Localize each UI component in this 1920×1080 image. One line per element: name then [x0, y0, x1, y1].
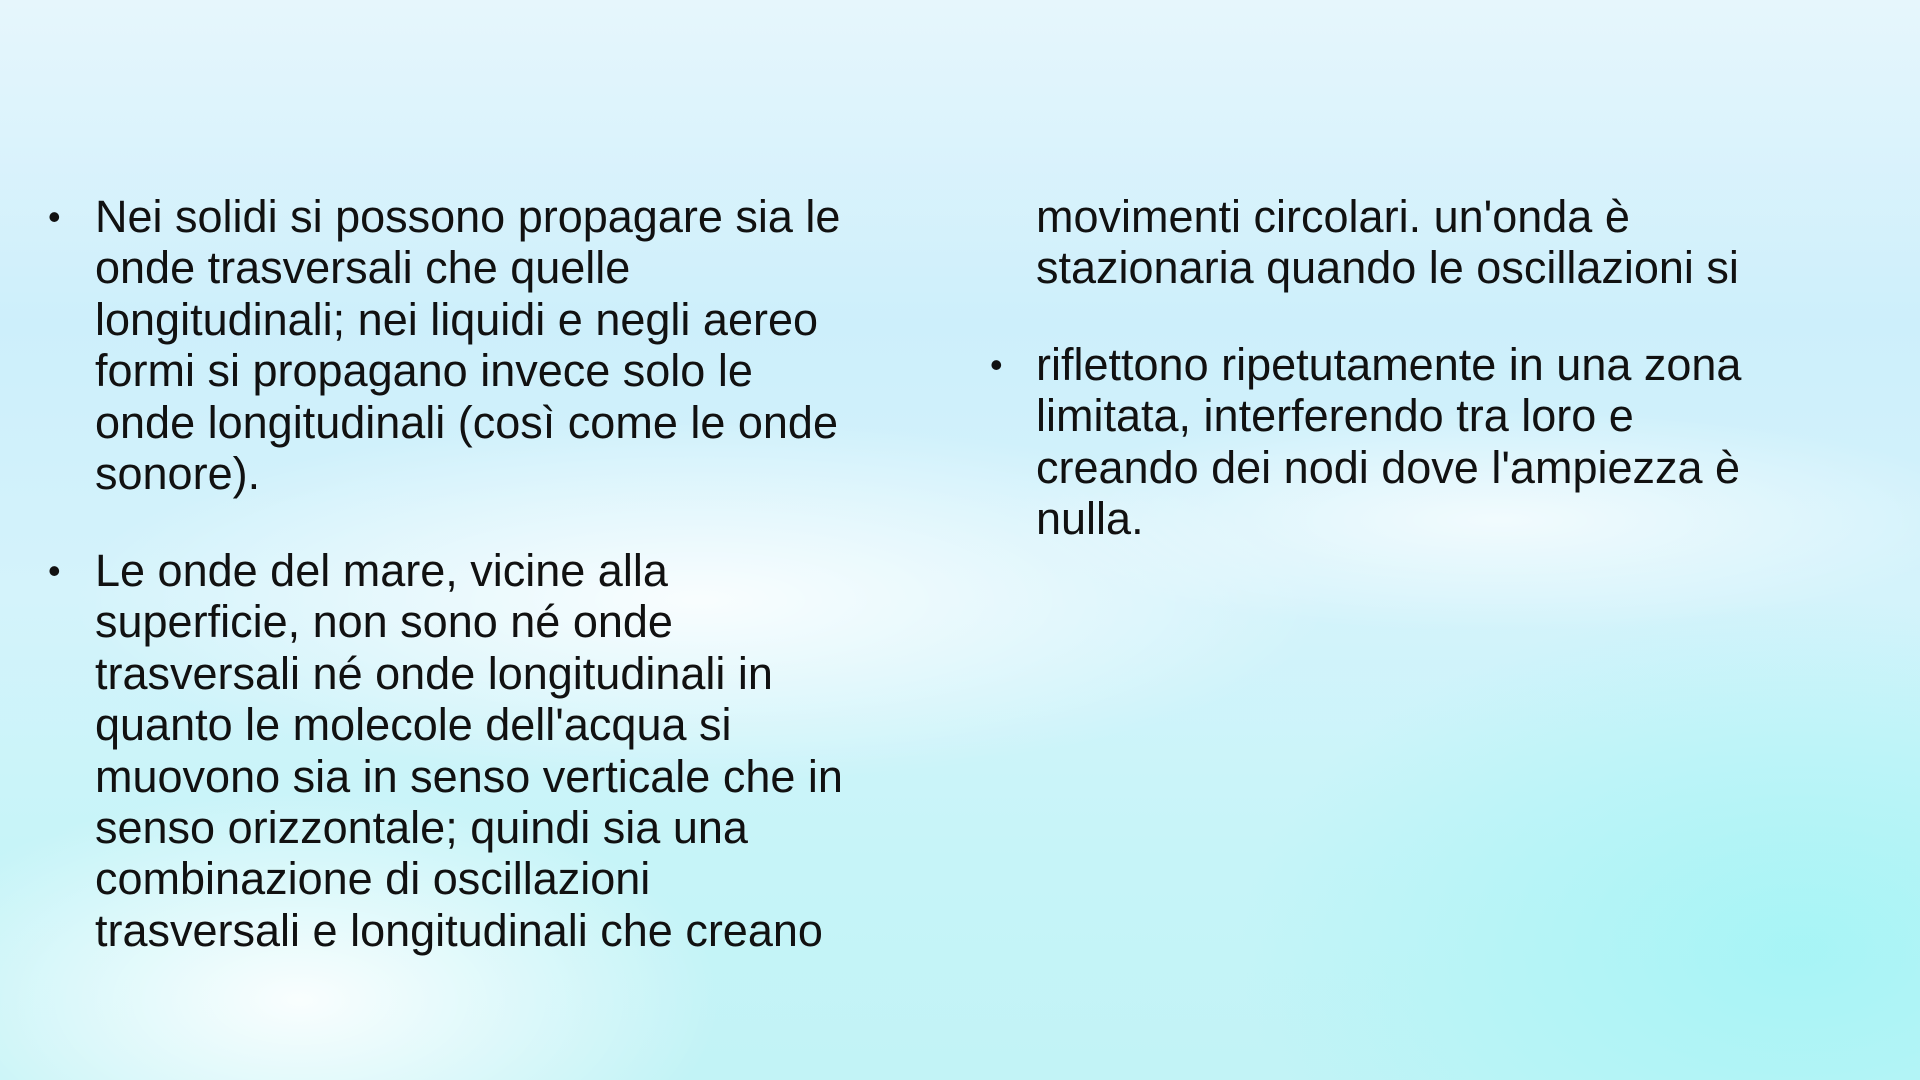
text-line: stazionaria quando le oscillazioni si [1036, 242, 1739, 294]
text-line: creando dei nodi dove l'ampiezza è [1036, 441, 1741, 493]
text-line: onde trasversali che quelle [95, 242, 631, 294]
paragraph-continuation [1036, 191, 1739, 294]
text-line: movimenti circolari. un'onda è [1036, 191, 1630, 242]
paragraph-solids [95, 191, 840, 499]
text-line: quanto le molecole dell'acqua si [95, 699, 732, 751]
paragraph-sea-waves [95, 545, 843, 956]
text-line: superficie, non sono né onde [95, 596, 673, 648]
text-line: riflettono ripetutamente in una zona [1036, 339, 1742, 390]
text-line: onde longitudinali (così come le onde [95, 396, 838, 448]
text-line: sonore). [95, 448, 261, 500]
text-line: nulla. [1036, 493, 1144, 545]
text-line: limitata, interferendo tra loro e [1036, 390, 1634, 442]
text-line: trasversali e longitudinali che creano [95, 904, 823, 956]
bullet-marker: • [48, 550, 61, 591]
paragraph-standing-wave [1036, 339, 1741, 545]
text-line: senso orizzontale; quindi sia una [95, 802, 748, 854]
text-line: Nei solidi si possono propagare sia le [95, 191, 841, 242]
text-line: muovono sia in senso verticale che in [95, 750, 843, 802]
text-line: longitudinali; nei liquidi e negli aereo [95, 293, 819, 345]
text-line: formi si propagano invece solo le [95, 345, 753, 397]
bullet-marker: • [990, 344, 1003, 385]
text-line: trasversali né onde longitudinali in [95, 647, 773, 699]
bullet-marker: • [48, 196, 61, 237]
text-line: combinazione di oscillazioni [95, 853, 651, 905]
text-line: Le onde del mare, vicine alla [95, 545, 668, 596]
